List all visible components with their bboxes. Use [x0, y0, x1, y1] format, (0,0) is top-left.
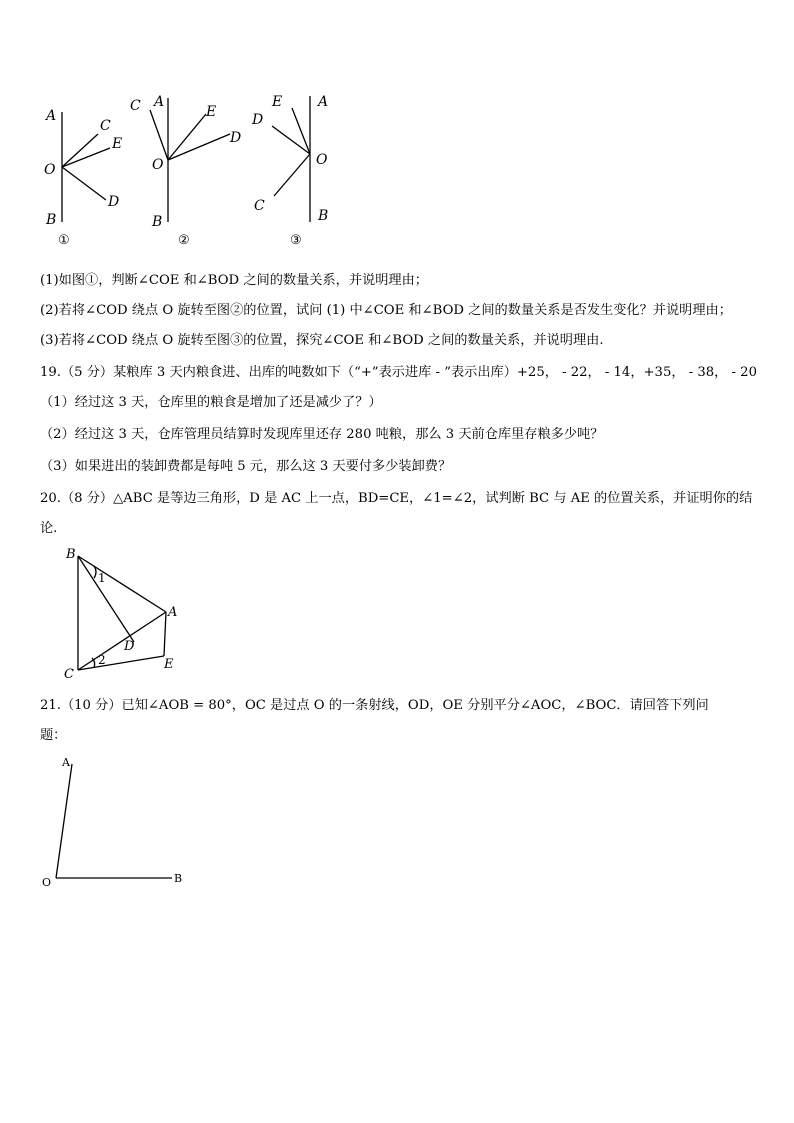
figure-caption: ① [58, 233, 70, 248]
label-B: B [318, 208, 329, 224]
q19-sub-2: （2）经过这 3 天，仓库管理员结算时发现库里还存 280 吨粮，那么 3 天前仓库里存粮多少吨？ [40, 427, 604, 442]
figure-2 [124, 92, 254, 250]
label-O: O [44, 162, 56, 178]
label-D: D [108, 194, 120, 210]
q19-sub-1: （1）经过这 3 天，仓库里的粮食是增加了还是减少了？） [40, 395, 382, 410]
label-C: C [254, 198, 265, 214]
label-O: O [152, 157, 164, 173]
label-O: O [42, 876, 52, 889]
q19-sub-3: （3）如果进出的装卸费都是每吨 5 元，那么这 3 天要付多少装卸费？ [40, 459, 452, 474]
label-A: A [168, 605, 178, 620]
q20-stem-line-2: 论. [40, 521, 58, 536]
label-E: E [206, 104, 217, 120]
q21-stem-line-2: 题： [40, 728, 67, 743]
label-D: D [230, 130, 242, 146]
label-O: O [316, 152, 328, 168]
label-E: E [272, 94, 283, 110]
q18-part-3: (3)若将∠COD 绕点 O 旋转至图③的位置，探究∠COE 和∠BOD 之间的数量关系，并说明理由. [40, 333, 604, 348]
label-C: C [100, 118, 111, 134]
label-B: B [66, 547, 76, 562]
label-A: A [62, 756, 70, 769]
label-B: B [46, 212, 57, 228]
label-angle-2: 2 [98, 653, 106, 667]
q21-stem-line-1: 21.（10 分）已知∠AOB = 80°，OC 是过点 O 的一条射线，OD，OE 分别平分∠AOC，∠BOC．请回答下列问 [40, 698, 709, 713]
angle-aob-figure [36, 752, 196, 892]
figure-caption: ③ [290, 233, 302, 248]
figure-3 [246, 88, 346, 250]
label-E: E [112, 136, 123, 152]
label-D: D [124, 639, 135, 654]
label-A: A [154, 94, 165, 110]
label-C: C [130, 98, 141, 114]
label-C: C [64, 667, 74, 682]
q20-stem-line-1: 20.（8 分）△ABC 是等边三角形，D 是 AC 上一点，BD=CE，∠1=∠2，试判断 BC 与 AE 的位置关系，并证明你的结 [40, 491, 753, 506]
q18-part-1: (1)如图①，判断∠COE 和∠BOD 之间的数量关系，并说明理由； [40, 273, 428, 288]
q18-part-2: (2)若将∠COD 绕点 O 旋转至图②的位置，试问 (1) 中∠COE 和∠BOD 之间的数量关系是否发生变化？并说明理由； [40, 303, 732, 318]
label-A: A [46, 108, 57, 124]
triangle-figure [58, 542, 188, 682]
figure-caption: ② [178, 233, 190, 248]
label-B: B [152, 214, 163, 230]
label-B: B [174, 872, 183, 885]
label-E: E [164, 657, 174, 672]
q19-stem: 19.（5 分）某粮库 3 天内粮食进、出库的吨数如下（“+”表示进库 - ”表示出库）+25， - 22， - 14，+35， - 38， - 20 [40, 365, 757, 380]
figure-1 [38, 92, 138, 250]
label-angle-1: 1 [98, 571, 106, 585]
label-A: A [318, 94, 329, 110]
label-D: D [252, 112, 264, 128]
